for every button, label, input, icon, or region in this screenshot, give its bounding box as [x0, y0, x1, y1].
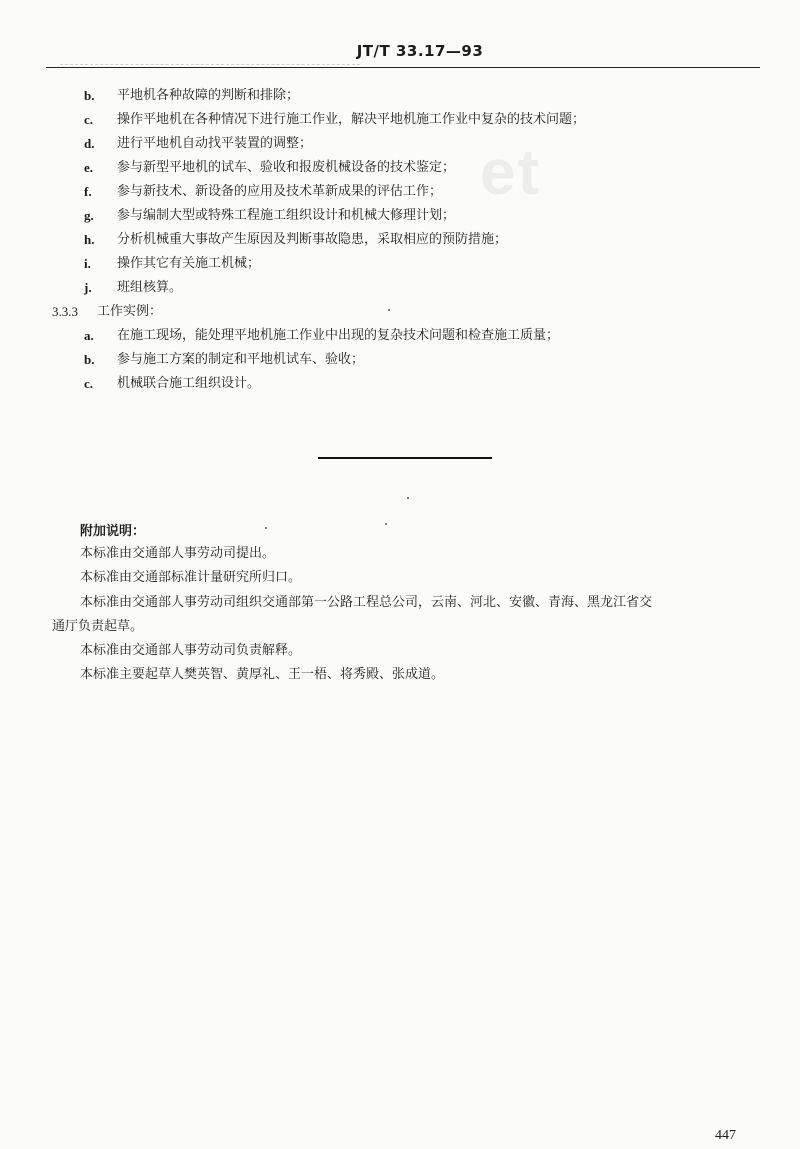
standard-code-header: JT/T 33.17—93 [356, 42, 484, 60]
note-line: 通厅负责起草。 [52, 619, 144, 634]
list-item [0, 206, 800, 230]
list-marker: c. [84, 112, 94, 127]
list-marker: c. [84, 376, 94, 391]
note-line: 本标准主要起草人樊英智、黄厚礼、王一梧、将秀殿、张成道。 [80, 667, 445, 682]
list-marker: i. [84, 256, 91, 271]
list-text: 机械联合施工组织设计。 [117, 376, 261, 391]
list-item [0, 374, 800, 398]
list-text: 参与新型平地机的试车、验收和报废机械设备的技术鉴定； [117, 160, 456, 175]
list-marker: e. [84, 160, 94, 175]
scan-speck [407, 497, 409, 499]
list-item [0, 86, 800, 110]
list-text: 操作其它有关施工机械； [117, 256, 261, 271]
list-marker: b. [84, 352, 95, 367]
skill-list [0, 86, 800, 398]
section-title: 工作实例： [97, 304, 163, 319]
list-marker: a. [84, 328, 94, 343]
list-item [0, 158, 800, 182]
end-of-text-rule [318, 457, 492, 459]
notes-heading: 附加说明： [80, 524, 146, 539]
page-number: 447 [715, 1128, 736, 1143]
list-text: 分析机械重大事故产生原因及判断事故隐患，采取相应的预防措施； [117, 232, 508, 247]
list-item [0, 230, 800, 254]
list-marker: d. [84, 136, 95, 151]
list-marker: f. [84, 184, 92, 199]
header-faint-rule [60, 64, 360, 65]
note-line: 本标准由交通部人事劳动司负责解释。 [80, 643, 302, 658]
list-marker: b. [84, 88, 95, 103]
note-line: 本标准由交通部标准计量研究所归口。 [80, 570, 302, 585]
list-text: 参与施工方案的制定和平地机试车、验收； [117, 352, 365, 367]
list-item [0, 350, 800, 374]
list-text: 参与新技术、新设备的应用及技术革新成果的评估工作； [117, 184, 443, 199]
list-text: 进行平地机自动找平装置的调整； [117, 136, 313, 151]
list-text: 平地机各种故障的判断和排除； [117, 88, 300, 103]
list-text: 操作平地机在各种情况下进行施工作业，解决平地机施工作业中复杂的技术问题； [117, 112, 586, 127]
scan-speck [265, 527, 267, 529]
note-line: 本标准由交通部人事劳动司组织交通部第一公路工程总公司，云南、河北、安徽、青海、黑龙江省交 [80, 595, 653, 610]
list-item [0, 110, 800, 134]
list-marker: j. [84, 280, 92, 295]
list-marker: g. [84, 208, 94, 223]
list-marker: h. [84, 232, 95, 247]
list-item [0, 254, 800, 278]
list-item [0, 182, 800, 206]
list-item [0, 278, 800, 302]
section-number: 3.3.3 [52, 304, 78, 319]
watermark: et [480, 136, 541, 208]
scan-speck [388, 309, 390, 311]
list-item [0, 326, 800, 350]
header-rule [46, 67, 760, 68]
list-item [0, 134, 800, 158]
scan-speck [385, 523, 387, 525]
list-text: 班组核算。 [117, 280, 183, 295]
list-text: 在施工现场，能处理平地机施工作业中出现的复杂技术问题和检查施工质量； [117, 328, 560, 343]
section-heading [0, 302, 800, 326]
note-line: 本标准由交通部人事劳动司提出。 [80, 546, 276, 561]
list-text: 参与编制大型或特殊工程施工组织设计和机械大修理计划； [117, 208, 456, 223]
